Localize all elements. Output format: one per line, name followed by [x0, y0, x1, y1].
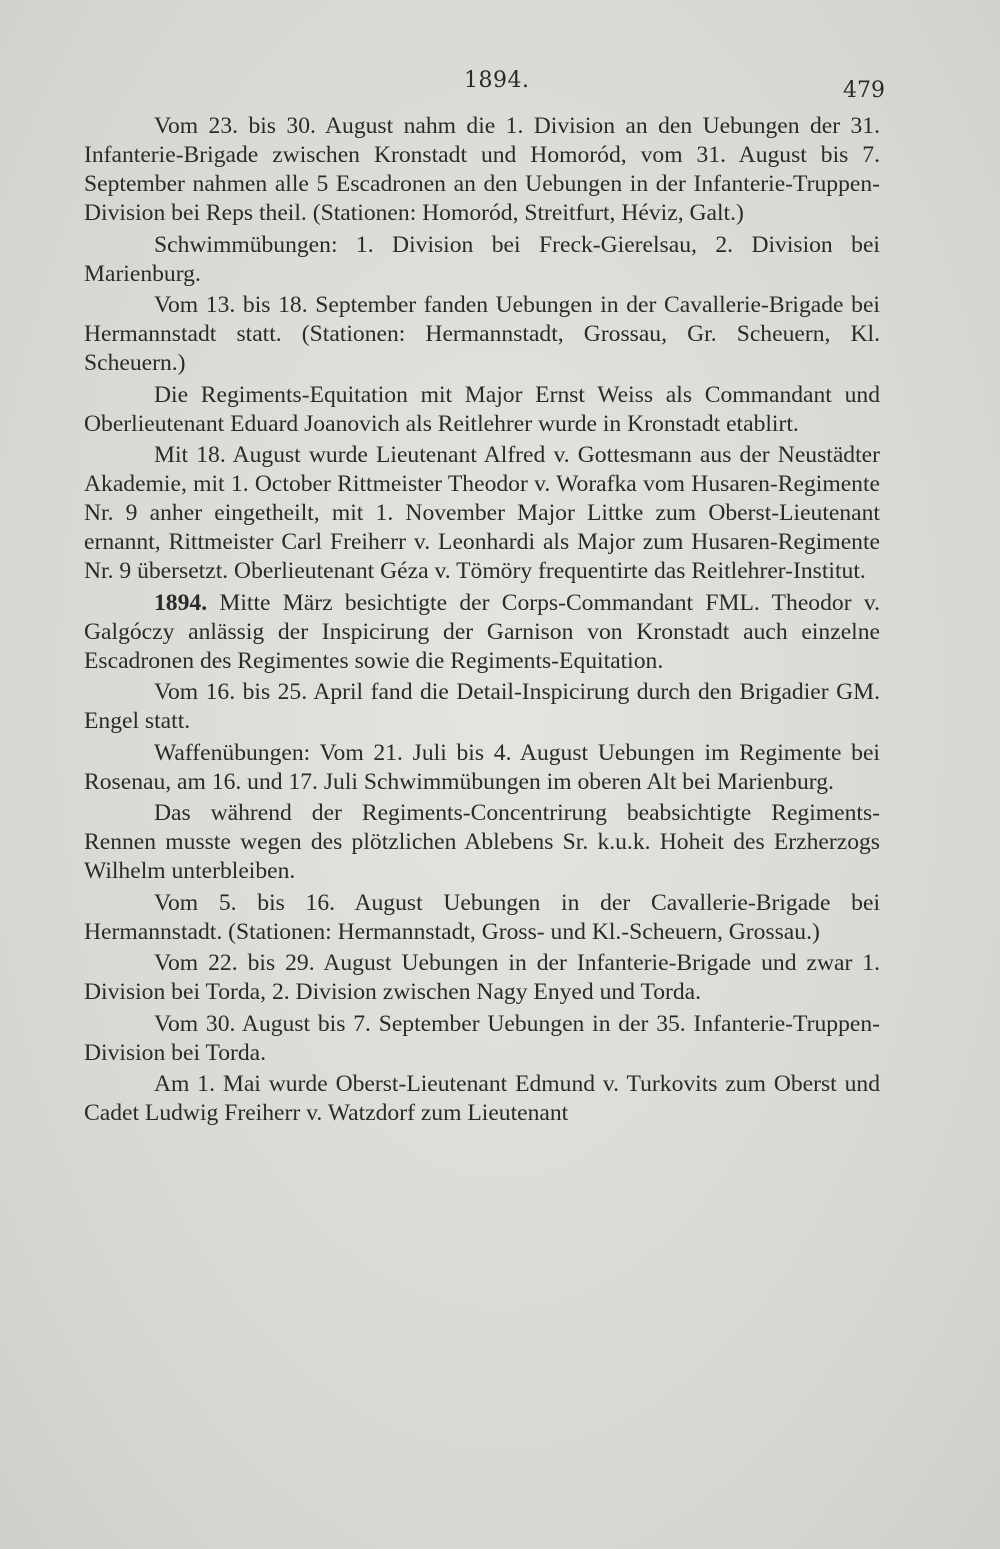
running-header [0, 68, 1000, 108]
paragraph-year-1894 [84, 589, 880, 676]
paragraph-13: Am 1. Mai wurde Oberst-Lieutenant Edmund v. Turkovits zum Oberst und Cadet Ludwig Freiherr v. Watzdorf zum Lieutenant [84, 1071, 880, 1126]
year-lead: 1894. [154, 589, 208, 616]
paragraph-11: Vom 22. bis 29. August Uebungen in der Infanterie-Brigade und zwar 1. Division bei Torda, 2. Division zwischen Nagy Enyed und Torda. [84, 950, 880, 1005]
paragraph-3: Vom 13. bis 18. September fanden Uebungen in der Cavallerie-Brigade bei Hermannstadt statt. (Stationen: Hermannstadt, Grossau, Gr. Scheuern, Kl. Scheuern.) [84, 292, 880, 376]
paragraph-4: Die Regiments-Equitation mit Major Ernst Weiss als Commandant und Oberlieutenant Eduard Joanovich als Reitlehrer wurde in Kronstadt etablirt. [84, 381, 880, 437]
header-year: 1894. [464, 68, 530, 93]
paragraph-12: Vom 30. August bis 7. September Uebungen in der 35. Infanterie-Truppen-Division bei Torda. [84, 1010, 880, 1066]
year-paragraph-text: Mitte März besichtigte der Corps-Commandant FML. Theodor v. Galgóczy anlässig der Inspicirung der Garnison von Kronstadt auch einzelne Escadronen des Regimentes sowie die Regiments-Equitation. [84, 589, 880, 674]
paragraph-1: Vom 23. bis 30. August nahm die 1. Division an den Uebungen der 31. Infanterie-Brigade zwischen Kronstadt und Homoród, vom 31. August bis 7. September nahmen alle 5 Escadronen an den Uebungen in der Infanterie-Truppen-Division bei Reps theil. (Stationen: Homoród, Streitfurt, Héviz, Galt.) [84, 113, 880, 226]
body-text [84, 112, 880, 1131]
paragraph-5: Mit 18. August wurde Lieutenant Alfred v. Gottesmann aus der Neustädter Akademie, mit 1. October Rittmeister Theodor v. Worafka vom Husaren-Regimente Nr. 9 anher eingetheilt, mit 1. November Major Littke zum Oberst-Lieutenant ernannt, Rittmeister Carl Freiherr v. Leonhardi als Major zum Husaren-Regimente Nr. 9 übersetzt. Oberlieutenant Géza v. Tömöry frequentirte das Reitlehrer-Institut. [84, 442, 880, 584]
page-number: 479 [843, 78, 885, 103]
paragraph-8: Waffenübungen: Vom 21. Juli bis 4. August Uebungen im Regimente bei Rosenau, am 16. und 17. Juli Schwimmübungen im oberen Alt bei Marienburg. [84, 739, 880, 795]
paragraph-7: Vom 16. bis 25. April fand die Detail-Inspicirung durch den Brigadier GM. Engel statt. [84, 679, 880, 734]
paragraph-9: Das während der Regiments-Concentrirung beabsichtigte Regiments-Rennen musste wegen des plötzlichen Ablebens Sr. k.u.k. Hoheit des Erzherzogs Wilhelm unterbleiben. [84, 800, 880, 884]
paragraph-10: Vom 5. bis 16. August Uebungen in der Cavallerie-Brigade bei Hermannstadt. (Stationen: Hermannstadt, Gross- und Kl.-Scheuern, Grossau.) [84, 889, 880, 945]
paragraph-2: Schwimmübungen: 1. Division bei Freck-Gierelsau, 2. Division bei Marienburg. [84, 231, 880, 287]
